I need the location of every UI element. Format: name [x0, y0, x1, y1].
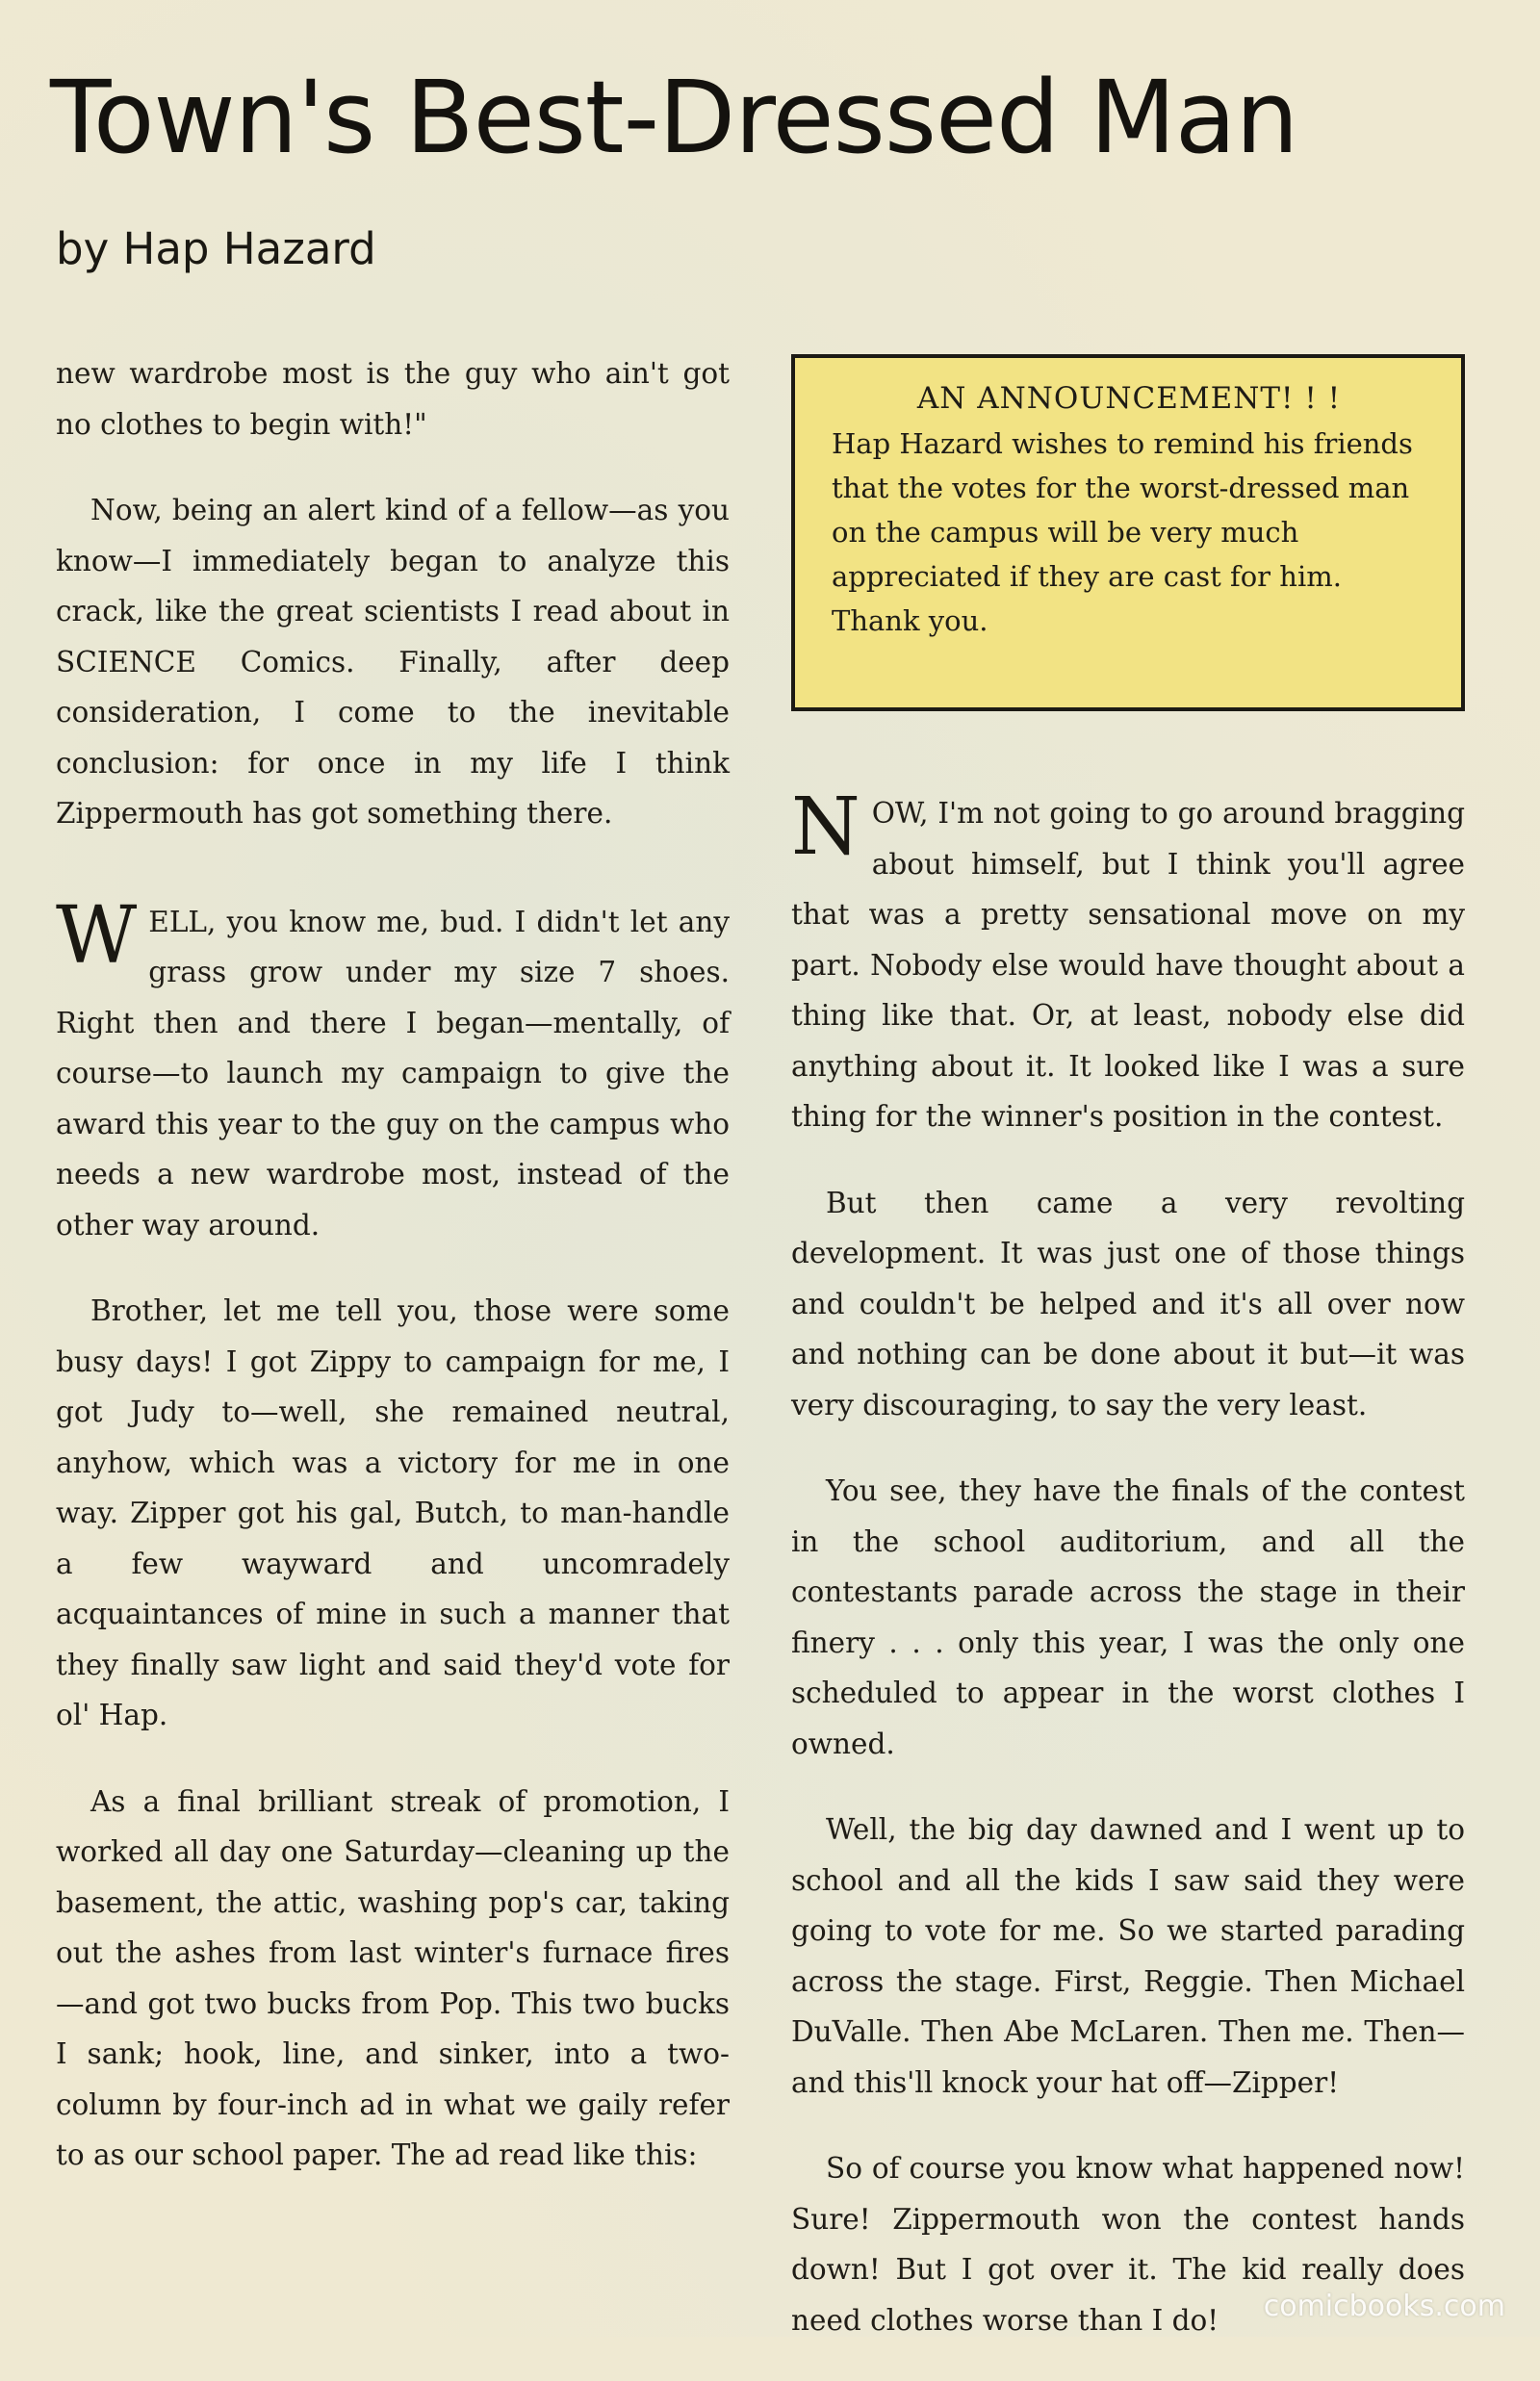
paragraph: Brother, let me tell you, those were some busy days! I got Zippy to campaign for me, I got Judy to—well, she remained neutral, anyhow, which was a victory for me in one way. Zipper got his gal, Butch, to man-handle a few wayward and uncomradely acquaintances of mine in such a manner that they finally saw light and said they'd vote for ol' Hap. — [56, 1294, 730, 1731]
paragraph: new wardrobe most is the guy who ain't got no clothes to begin with!" — [56, 357, 730, 441]
paragraph: As a final brilliant streak of promotion, I worked all day one Saturday—cleaning up the basement, the attic, washing pop's car, taking out the ashes from last winter's furnace fires—and got two bucks from Pop. This two bucks I sank; hook, line, and sinker, into a two-column by four-inch ad in what we gaily refer to as our school paper. The ad read like this: — [56, 1784, 730, 2171]
paragraph-with-dropcap — [56, 889, 730, 1251]
drop-cap: N — [791, 781, 860, 873]
drop-cap: W — [56, 889, 138, 982]
page-title: Town's Best-Dressed Man — [50, 59, 1298, 176]
paragraph-text: ELL, you know me, bud. I didn't let any grass grow under my size 7 shoes. Right then and there I began—mentally, of course—to launch my campaign to give the award this year to the guy on the campus who needs a new wardrobe most, instead of the other way around. — [56, 905, 730, 1242]
watermark: comicbooks.com — [1263, 2290, 1505, 2323]
byline: by Hap Hazard — [56, 223, 376, 274]
announcement-body: Hap Hazard wishes to remind his friends that the votes for the worst-dressed man on the campus will be very much appreciated if they are cast for him. Thank you. — [832, 427, 1413, 637]
paragraph: So of course you know what happened now! Sure! Zippermouth won the contest hands down! But I got over it. The kid really does need clothes worse than I do! — [791, 2152, 1465, 2337]
paragraph: Well, the big day dawned and I went up to school and all the kids I saw said they were going to vote for me. So we started parading across the stage. First, Reggie. Then Michael DuValle. Then Abe McLaren. Then me. Then—and this'll knock your hat off—Zipper! — [791, 1813, 1465, 2099]
paragraph: But then came a very revolting development. It was just one of those things and couldn't be helped and it's all over now and nothing can be done about it but—it was very discouraging, to say the very least. — [791, 1186, 1465, 1421]
left-column — [56, 348, 730, 2216]
paragraph-with-dropcap — [791, 781, 1465, 1142]
paragraph-text: OW, I'm not going to go around bragging about himself, but I think you'll agree that was a pretty sensational move on my part. Nobody else would have thought about a thing like that. Or, at least, nobody else did anything about it. It looked like I was a sure thing for the winner's position in the contest. — [791, 797, 1465, 1133]
announcement-heading: AN ANNOUNCEMENT! ! ! — [916, 381, 1342, 416]
paragraph: Now, being an alert kind of a fellow—as you know—I immediately began to analyze this crack, like the great scientists I read about in SCIENCE Comics. Finally, after deep consideration, I come to the inevitable conclusion: for once in my life I think Zippermouth has got something there. — [56, 494, 730, 830]
paragraph: You see, they have the finals of the contest in the school auditorium, and all the contestants parade across the stage in their finery . . . only this year, I was the only one scheduled to appear in the worst clothes I owned. — [791, 1474, 1465, 1760]
announcement-box — [791, 354, 1465, 711]
right-column — [791, 354, 1465, 2381]
